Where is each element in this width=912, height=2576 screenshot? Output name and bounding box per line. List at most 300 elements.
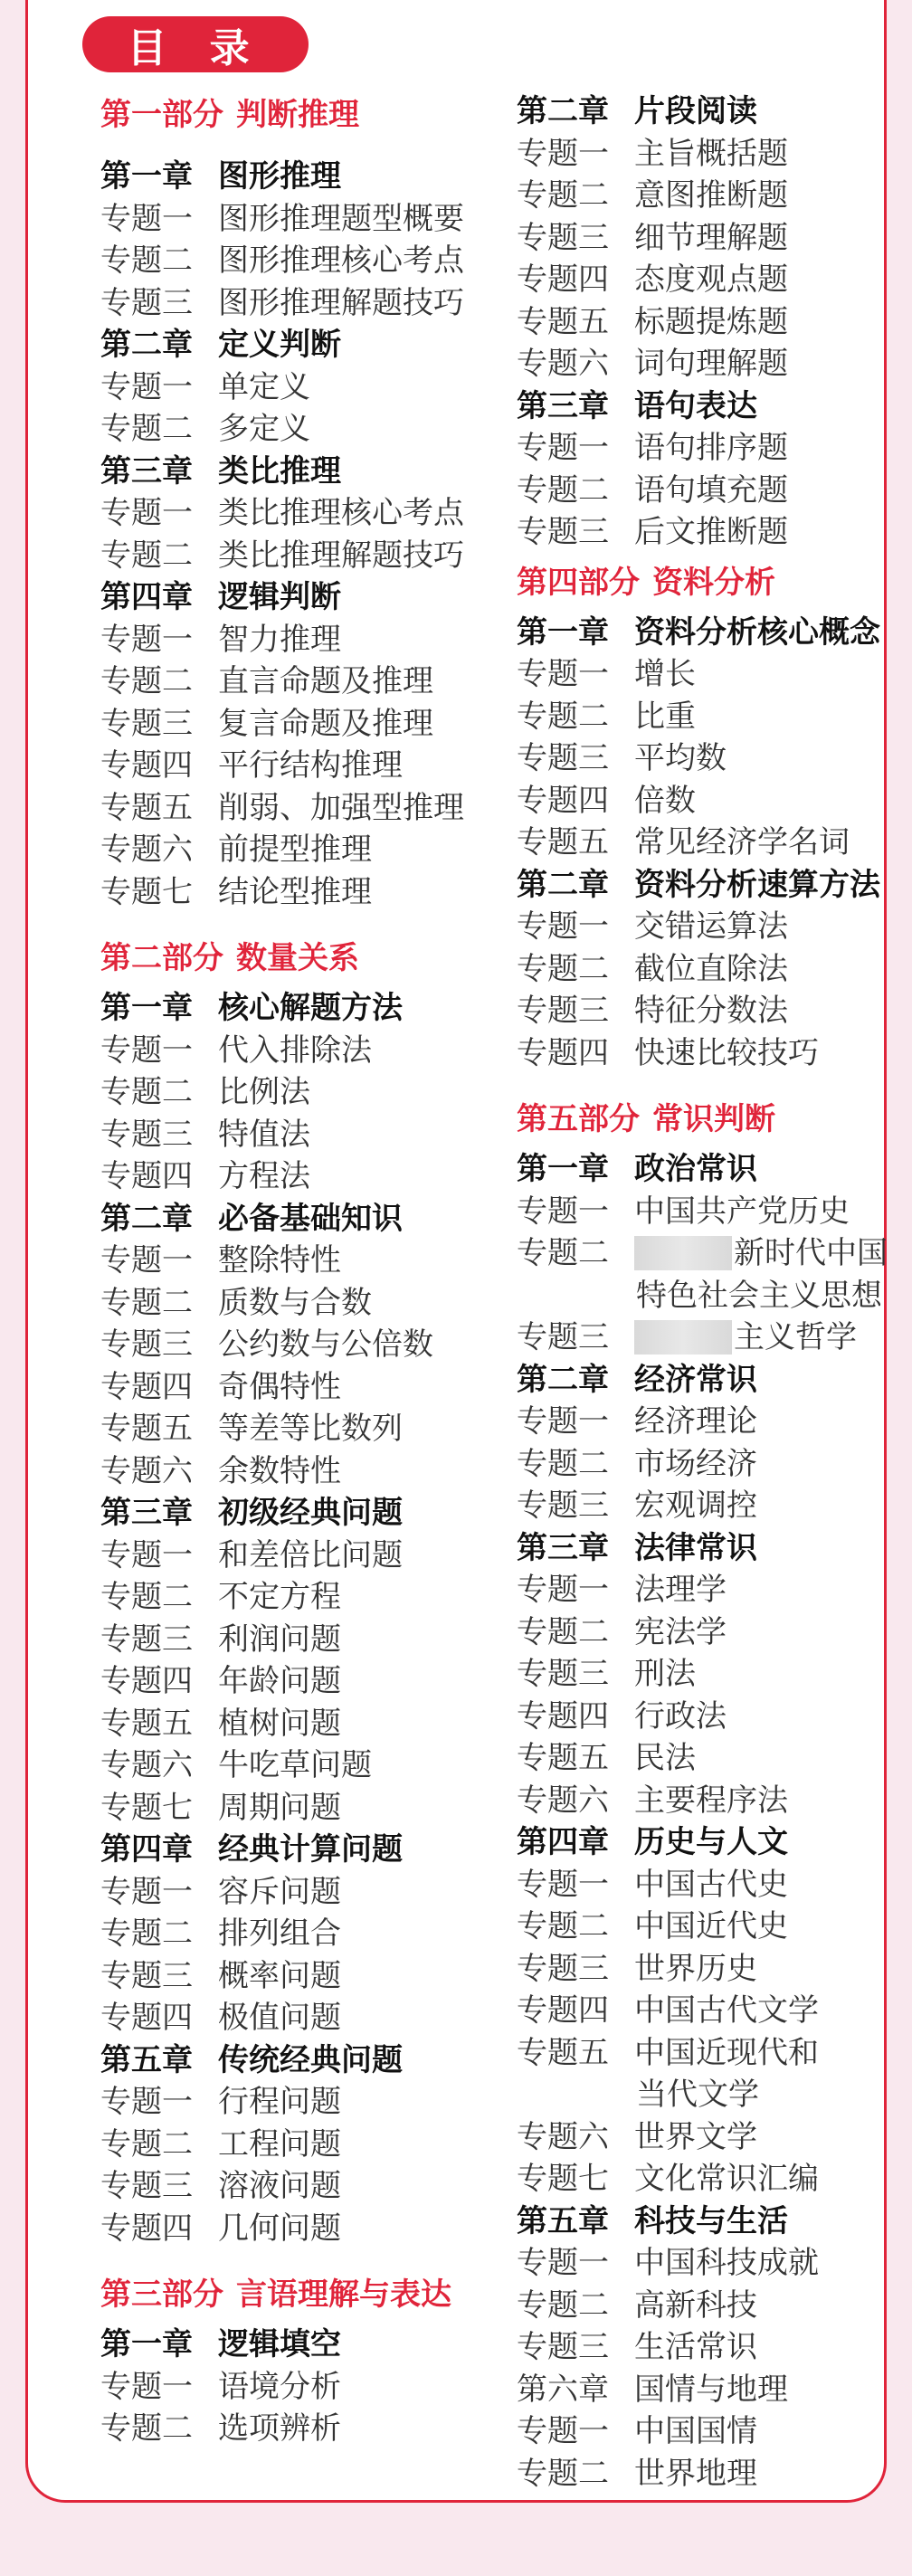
toc-topic-label: 专题三 — [517, 2329, 609, 2365]
toc-topic[interactable] — [517, 2242, 912, 2285]
toc-topic[interactable] — [517, 737, 912, 780]
toc-topic-text: 图形推理核心考点 — [218, 242, 464, 279]
toc-chapter-label: 第三章 — [100, 1495, 193, 1531]
toc-topic-label: 专题二 — [100, 242, 193, 279]
toc-topic[interactable] — [517, 780, 912, 822]
toc-topic-label: 专题三 — [100, 1116, 193, 1153]
toc-part-label: 第五部分 — [517, 1101, 640, 1137]
toc-topic[interactable] — [100, 703, 508, 746]
toc-topic[interactable] — [517, 301, 912, 344]
toc-part[interactable] — [517, 554, 912, 612]
toc-chapter-text: 核心解题方法 — [218, 990, 403, 1026]
toc-topic[interactable] — [100, 1324, 508, 1366]
toc-topic-label: 专题四 — [100, 1663, 193, 1699]
toc-topic-label: 专题一 — [100, 1873, 193, 1910]
toc-topic-text: 平均数 — [634, 740, 727, 776]
toc-topic[interactable] — [517, 948, 912, 991]
toc-part[interactable] — [517, 1090, 912, 1148]
toc-chapter-label: 第四章 — [100, 1831, 193, 1868]
toc-topic[interactable] — [517, 906, 912, 948]
toc-chapter-label: 第二章 — [100, 1200, 193, 1237]
toc-chapter-label: 第二章 — [100, 327, 193, 363]
toc-topic[interactable] — [517, 133, 912, 176]
toc-topic-text: 法理学 — [634, 1572, 727, 1608]
toc-topic[interactable] — [517, 1401, 912, 1443]
toc-topic-text: 前提型推理 — [218, 832, 372, 868]
toc-chapter[interactable] — [517, 612, 912, 654]
toc-topic-text: 削弱、加强型推理 — [218, 789, 464, 826]
toc-topic-text: 语句排序题 — [634, 430, 788, 466]
toc-topic-label: 专题五 — [517, 2034, 609, 2071]
toc-chapter-text: 必备基础知识 — [218, 1200, 403, 1237]
toc-topic-label: 专题四 — [100, 747, 193, 784]
toc-topic-continuation[interactable] — [517, 2074, 912, 2116]
toc-topic[interactable] — [100, 1282, 508, 1325]
toc-topic-text: 和差倍比问题 — [218, 1536, 403, 1573]
toc-topic-label: 专题三 — [100, 2168, 193, 2204]
toc-topic-text: 交错运算法 — [634, 908, 788, 945]
toc-part-label: 第三部分 — [100, 2277, 223, 2313]
toc-topic-text: 倍数 — [634, 782, 696, 819]
toc-topic-text: 世界历史 — [634, 1950, 757, 1987]
toc-chapter-text: 类比推理 — [218, 452, 341, 490]
toc-topic-text: 极值问题 — [218, 2000, 341, 2036]
toc-chapter[interactable] — [100, 1829, 508, 1871]
toc-topic-label: 专题四 — [100, 2000, 193, 2036]
toc-chapter-label: 第一章 — [517, 1151, 609, 1187]
toc-topic[interactable] — [517, 1948, 912, 1991]
toc-topic-label: 专题一 — [100, 1031, 193, 1069]
toc-topic[interactable] — [100, 198, 508, 241]
toc-chapter[interactable] — [100, 2324, 508, 2366]
toc-topic[interactable] — [100, 492, 508, 535]
toc-topic[interactable] — [517, 1906, 912, 1948]
toc-topic-label: 专题四 — [517, 1034, 609, 1071]
toc-topic[interactable] — [100, 1114, 508, 1156]
toc-topic-label: 专题三 — [517, 1319, 609, 1355]
toc-topic-text: 方程法 — [218, 1158, 310, 1194]
toc-topic-text: 中国近代史 — [634, 1908, 788, 1944]
toc-topic-continuation-text: 当代文学 — [636, 2077, 759, 2113]
toc-chapter[interactable] — [517, 90, 912, 133]
toc-topic-label: 专题三 — [517, 514, 609, 550]
toc-chapter-label: 第一章 — [517, 613, 609, 651]
toc-chapter-text: 逻辑判断 — [218, 579, 341, 615]
toc-chapter[interactable] — [100, 2039, 508, 2082]
toc-topic-text: 容斥问题 — [218, 1873, 341, 1910]
toc-topic-label: 专题一 — [517, 1572, 609, 1608]
toc-topic-text: 单定义 — [218, 368, 310, 405]
toc-topic-label: 专题一 — [517, 1403, 609, 1440]
toc-topic[interactable] — [517, 175, 912, 217]
toc-topic[interactable] — [100, 829, 508, 871]
toc-topic[interactable] — [517, 1443, 912, 1486]
section-gap — [100, 913, 508, 929]
toc-topic-label: 专题一 — [517, 2413, 609, 2449]
toc-topic[interactable] — [100, 787, 508, 830]
toc-topic[interactable] — [100, 408, 508, 451]
toc-topic[interactable] — [100, 2124, 508, 2166]
toc-topic-continuation-text: 特色社会主义思想 — [636, 1277, 882, 1314]
redacted-blur — [634, 1236, 732, 1270]
toc-chapter-label: 第五章 — [517, 2202, 609, 2239]
toc-topic-label: 专题二 — [100, 2410, 193, 2447]
toc-topic[interactable] — [517, 427, 912, 470]
toc-title: 目 录 — [82, 16, 309, 72]
toc-topic-text: 图形推理题型概要 — [218, 200, 464, 237]
toc-topic-text: 公约数与公倍数 — [218, 1326, 433, 1363]
toc-chapter[interactable] — [517, 385, 912, 428]
toc-topic-label: 专题五 — [100, 1411, 193, 1447]
toc-topic-label: 专题一 — [100, 1536, 193, 1573]
toc-part-text: 资料分析 — [652, 564, 775, 601]
toc-topic[interactable] — [100, 619, 508, 661]
toc-topic[interactable] — [517, 259, 912, 301]
toc-topic-text: 中国科技成就 — [634, 2245, 819, 2281]
toc-chapter-text: 语句表达 — [634, 387, 757, 424]
toc-topic[interactable] — [517, 1611, 912, 1654]
toc-topic[interactable] — [517, 696, 912, 738]
toc-topic-text: 中国国情 — [634, 2413, 757, 2449]
toc-chapter[interactable] — [100, 156, 508, 198]
toc-topic-text: 特征分数法 — [634, 993, 788, 1029]
toc-topic-text: 几何问题 — [218, 2210, 341, 2247]
toc-topic-text: 市场经济 — [634, 1445, 757, 1482]
toc-chapter-text: 经典计算问题 — [218, 1831, 403, 1868]
toc-part-label: 第二部分 — [100, 940, 223, 976]
toc-topic[interactable] — [517, 1864, 912, 1906]
toc-chapter-label: 第一章 — [100, 990, 193, 1026]
toc-topic[interactable] — [517, 2285, 912, 2327]
toc-topic[interactable] — [100, 1535, 508, 1577]
toc-topic[interactable] — [517, 2453, 912, 2495]
toc-topic-text: 中国古代文学 — [634, 1992, 819, 2029]
toc-topic[interactable] — [517, 2032, 912, 2075]
toc-chapter[interactable] — [100, 576, 508, 619]
toc-topic-label: 专题一 — [517, 430, 609, 466]
toc-chapter-label: 第二章 — [517, 93, 609, 129]
toc-topic-text: 主义哲学 — [734, 1319, 857, 1355]
toc-topic-text: 溶液问题 — [218, 2168, 341, 2204]
toc-topic-label: 专题四 — [100, 2210, 193, 2247]
toc-topic-text: 态度观点题 — [634, 261, 788, 298]
toc-topic-text: 意图推断题 — [634, 177, 788, 214]
toc-part-label: 第四部分 — [517, 564, 640, 601]
toc-topic-text: 民法 — [634, 1740, 696, 1776]
toc-topic[interactable] — [100, 1155, 508, 1198]
toc-topic-text: 中国古代史 — [634, 1866, 788, 1903]
toc-topic-text: 世界文学 — [634, 2118, 757, 2155]
toc-topic[interactable] — [100, 1030, 508, 1072]
toc-part-text: 常识判断 — [652, 1101, 775, 1137]
toc-topic[interactable] — [517, 343, 912, 385]
toc-topic-label: 专题一 — [100, 621, 193, 658]
toc-topic[interactable] — [100, 2165, 508, 2208]
toc-topic[interactable] — [517, 653, 912, 696]
toc-chapter-text: 定义判断 — [218, 327, 341, 363]
toc-part[interactable] — [100, 90, 508, 139]
toc-topic[interactable] — [100, 1955, 508, 1998]
toc-topic[interactable] — [100, 1240, 508, 1282]
toc-chapter[interactable] — [100, 1198, 508, 1240]
toc-topic-label: 专题二 — [100, 411, 193, 447]
toc-chapter-text: 历史与人文 — [634, 1824, 788, 1860]
toc-topic-text: 图形推理解题技巧 — [218, 284, 464, 321]
toc-topic-text: 复言命题及推理 — [218, 705, 433, 742]
toc-chapter[interactable] — [517, 1148, 912, 1191]
toc-chapter-label: 第一章 — [100, 2326, 193, 2362]
toc-chapter-text: 片段阅读 — [634, 93, 757, 129]
toc-part-label: 第一部分 — [100, 97, 223, 133]
toc-topic-text: 牛吃草问题 — [218, 1747, 372, 1783]
toc-chapter[interactable] — [517, 864, 912, 907]
toc-topic[interactable] — [100, 1787, 508, 1830]
toc-topic-label: 专题一 — [517, 656, 609, 692]
toc-topic-text: 植树问题 — [218, 1705, 341, 1742]
toc-topic-label: 专题三 — [100, 705, 193, 742]
toc-topic[interactable] — [100, 240, 508, 282]
toc-topic-label: 专题二 — [517, 1908, 609, 1944]
toc-topic-label: 专题一 — [517, 2245, 609, 2281]
toc-topic-text: 高新科技 — [634, 2286, 757, 2324]
toc-chapter-label: 第五章 — [100, 2041, 193, 2078]
toc-topic-label: 专题二 — [100, 1915, 193, 1952]
toc-chapter-label: 第一章 — [100, 158, 193, 195]
toc-topic-label: 专题一 — [100, 2368, 193, 2405]
toc-topic[interactable] — [517, 1191, 912, 1233]
toc-topic[interactable] — [100, 1913, 508, 1955]
toc-topic[interactable] — [517, 2410, 912, 2453]
toc-chapter[interactable] — [100, 1492, 508, 1535]
toc-topic-text: 生活常识 — [634, 2329, 757, 2365]
toc-topic-label: 专题二 — [517, 177, 609, 214]
toc-topic[interactable] — [100, 1871, 508, 1914]
toc-topic-label: 专题一 — [100, 368, 193, 405]
toc-chapter-label: 第三章 — [100, 452, 193, 490]
toc-topic[interactable] — [100, 1576, 508, 1619]
toc-chapter-label: 第三章 — [517, 387, 609, 424]
toc-topic-label: 专题二 — [517, 1613, 609, 1650]
toc-topic-label: 专题二 — [517, 2455, 609, 2492]
toc-topic-text: 平行结构推理 — [218, 747, 403, 784]
toc-topic[interactable] — [517, 217, 912, 260]
toc-topic-label: 专题二 — [100, 1074, 193, 1110]
toc-topic-label: 专题二 — [517, 950, 609, 987]
toc-topic-label: 专题一 — [100, 1242, 193, 1278]
toc-topic-label: 专题二 — [517, 471, 609, 509]
toc-chapter-text: 政治常识 — [634, 1151, 757, 1187]
toc-topic-label: 专题三 — [517, 993, 609, 1029]
redacted-blur — [634, 1320, 732, 1355]
toc-topic-label: 专题一 — [517, 908, 609, 945]
toc-card — [25, 0, 887, 2503]
toc-topic[interactable] — [517, 1569, 912, 1611]
toc-topic-text: 刑法 — [634, 1656, 696, 1692]
toc-topic-label: 专题四 — [517, 261, 609, 298]
toc-topic-text: 周期问题 — [218, 1789, 341, 1826]
toc-topic-label: 专题三 — [517, 740, 609, 776]
toc-topic-text: 选项辨析 — [218, 2410, 341, 2447]
toc-topic-text: 语境分析 — [218, 2368, 341, 2405]
toc-topic[interactable] — [100, 2208, 508, 2250]
toc-topic-text: 余数特性 — [218, 1452, 341, 1489]
toc-topic-text: 质数与合数 — [218, 1284, 372, 1321]
toc-topic-text: 主旨概括题 — [634, 135, 788, 172]
toc-chapter-label: 第二章 — [517, 1361, 609, 1398]
toc-topic[interactable] — [100, 535, 508, 577]
toc-topic-text: 比重 — [634, 698, 696, 735]
toc-topic-label: 专题七 — [517, 2161, 609, 2197]
toc-topic[interactable] — [100, 1744, 508, 1787]
toc-topic-text: 新时代中国 — [734, 1235, 888, 1271]
toc-chapter-text: 图形推理 — [218, 158, 341, 195]
toc-chapter[interactable] — [517, 2369, 912, 2411]
toc-topic-text: 语句填充题 — [634, 471, 788, 509]
toc-topic[interactable] — [517, 470, 912, 512]
toc-topic-text: 词句理解题 — [634, 346, 788, 382]
toc-topic-label: 专题一 — [100, 2084, 193, 2120]
toc-topic-text: 类比推理解题技巧 — [218, 537, 464, 574]
toc-part-text: 数量关系 — [236, 940, 359, 976]
toc-topic[interactable] — [100, 1071, 508, 1114]
toc-topic[interactable] — [517, 1317, 912, 1359]
toc-topic-label: 专题二 — [517, 2286, 609, 2324]
toc-part-text: 言语理解与表达 — [236, 2277, 451, 2313]
toc-topic[interactable] — [100, 2366, 508, 2409]
toc-topic[interactable] — [517, 990, 912, 1032]
toc-chapter[interactable] — [100, 987, 508, 1030]
toc-topic-label: 专题三 — [100, 1957, 193, 1994]
toc-chapter-text: 传统经典问题 — [218, 2041, 403, 2078]
toc-topic-label: 专题三 — [100, 284, 193, 321]
section-gap — [100, 2249, 508, 2266]
toc-topic-text: 代入排除法 — [218, 1031, 372, 1069]
toc-topic-label: 专题一 — [517, 1866, 609, 1903]
toc-chapter-text: 初级经典问题 — [218, 1495, 403, 1531]
toc-topic-label: 专题六 — [100, 1452, 193, 1489]
toc-topic[interactable] — [517, 1780, 912, 1822]
toc-topic-label: 专题二 — [100, 1579, 193, 1615]
toc-topic[interactable] — [100, 1997, 508, 2039]
toc-topic[interactable] — [517, 822, 912, 864]
toc-topic-text: 后文推断题 — [634, 514, 788, 550]
toc-topic-text: 增长 — [634, 656, 696, 692]
toc-topic[interactable] — [100, 745, 508, 787]
toc-topic[interactable] — [100, 282, 508, 325]
toc-topic[interactable] — [517, 2116, 912, 2159]
toc-topic[interactable] — [100, 1619, 508, 1661]
toc-topic-text: 奇偶特性 — [218, 1368, 341, 1405]
toc-topic-label: 专题三 — [517, 1488, 609, 1524]
toc-topic-label: 专题二 — [100, 1284, 193, 1321]
toc-column-left — [100, 90, 508, 2450]
toc-topic-label: 专题四 — [100, 1368, 193, 1405]
toc-topic-label: 专题二 — [517, 698, 609, 735]
toc-topic-text: 标题提炼题 — [634, 303, 788, 340]
toc-topic-text: 不定方程 — [218, 1579, 341, 1615]
toc-topic-label: 专题二 — [517, 1445, 609, 1482]
toc-chapter-text: 科技与生活 — [634, 2202, 788, 2239]
toc-chapter[interactable] — [517, 1821, 912, 1864]
toc-topic[interactable] — [517, 1737, 912, 1780]
toc-topic[interactable] — [517, 1696, 912, 1738]
toc-topic-label: 专题六 — [517, 346, 609, 382]
toc-topic[interactable] — [517, 511, 912, 554]
toc-column-right — [517, 90, 912, 2495]
toc-topic-text: 中国近现代和 — [634, 2034, 819, 2071]
toc-chapter[interactable] — [517, 1359, 912, 1402]
toc-part[interactable] — [100, 929, 508, 987]
toc-topic-label: 专题五 — [100, 789, 193, 826]
toc-topic[interactable] — [100, 871, 508, 914]
toc-chapter[interactable] — [100, 451, 508, 493]
section-gap — [517, 1074, 912, 1090]
toc-chapter-text: 资料分析速算方法 — [634, 866, 880, 903]
toc-topic-text: 直言命题及推理 — [218, 663, 433, 699]
toc-topic-label: 专题一 — [100, 495, 193, 531]
toc-chapter[interactable] — [517, 2201, 912, 2243]
toc-topic[interactable] — [517, 1232, 912, 1275]
toc-part[interactable] — [100, 2266, 508, 2324]
toc-topic-label: 专题一 — [517, 135, 609, 172]
toc-topic[interactable] — [517, 2326, 912, 2369]
toc-topic-text: 特值法 — [218, 1116, 310, 1153]
toc-topic-label: 专题三 — [100, 1326, 193, 1363]
toc-topic-label: 专题二 — [517, 1235, 609, 1271]
toc-topic[interactable] — [100, 1660, 508, 1703]
toc-topic-text: 经济理论 — [634, 1403, 757, 1440]
toc-topic-label: 专题四 — [517, 1697, 609, 1735]
toc-topic[interactable] — [517, 2158, 912, 2201]
toc-topic-label: 专题四 — [100, 1158, 193, 1194]
toc-topic-label: 专题三 — [100, 1621, 193, 1658]
toc-topic-label: 专题一 — [517, 1193, 609, 1230]
toc-topic[interactable] — [100, 2408, 508, 2450]
toc-topic-continuation[interactable] — [517, 1275, 912, 1317]
toc-topic-text: 结论型推理 — [218, 873, 372, 910]
toc-topic-text: 等差等比数列 — [218, 1411, 403, 1447]
toc-chapter[interactable] — [100, 324, 508, 366]
toc-chapter-text: 国情与地理 — [634, 2371, 788, 2408]
toc-topic[interactable] — [100, 661, 508, 703]
toc-topic[interactable] — [100, 1408, 508, 1450]
toc-topic-text: 工程问题 — [218, 2125, 341, 2163]
toc-topic[interactable] — [100, 1703, 508, 1745]
section-gap — [100, 139, 508, 156]
toc-topic-label: 专题三 — [517, 219, 609, 256]
toc-topic-label: 专题三 — [517, 1950, 609, 1987]
toc-topic-text: 行政法 — [634, 1697, 727, 1735]
toc-chapter-label: 第四章 — [100, 579, 193, 615]
toc-chapter[interactable] — [517, 1527, 912, 1570]
toc-chapter-text: 逻辑填空 — [218, 2326, 341, 2362]
toc-topic-label: 专题五 — [100, 1705, 193, 1742]
toc-topic[interactable] — [517, 1485, 912, 1527]
toc-topic[interactable] — [517, 1990, 912, 2032]
toc-topic[interactable] — [517, 1032, 912, 1075]
toc-topic[interactable] — [100, 1366, 508, 1409]
toc-topic-label: 专题七 — [100, 1789, 193, 1826]
toc-topic-text: 智力推理 — [218, 621, 341, 658]
toc-topic-label: 专题五 — [517, 303, 609, 340]
toc-topic-text: 比例法 — [218, 1074, 310, 1110]
toc-topic[interactable] — [100, 366, 508, 409]
toc-topic[interactable] — [517, 1653, 912, 1696]
toc-topic[interactable] — [100, 2081, 508, 2124]
toc-topic-text: 主要程序法 — [634, 1782, 788, 1819]
toc-topic-label: 专题二 — [100, 663, 193, 699]
toc-topic[interactable] — [100, 1450, 508, 1493]
